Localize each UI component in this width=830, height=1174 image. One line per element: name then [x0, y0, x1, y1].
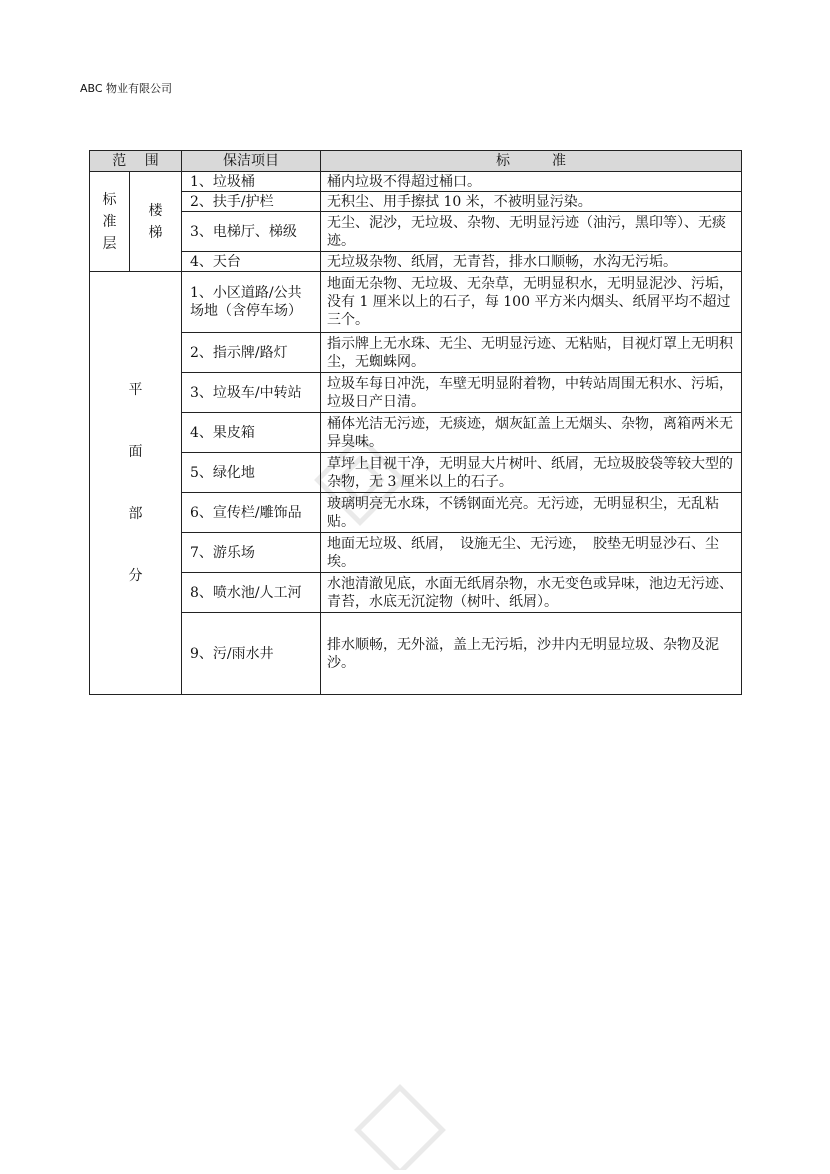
table-row [90, 573, 742, 613]
company-header: ABC 物业有限公司 [80, 82, 173, 95]
table-row [90, 373, 742, 413]
table-row [90, 252, 742, 272]
table-row [90, 192, 742, 212]
header-standard: 标 准 [321, 151, 742, 172]
item-cell: 6、宣传栏/雕饰品 [182, 493, 321, 533]
watermark-logo-bottom [330, 1080, 470, 1170]
scope-stairs [130, 172, 182, 272]
item-cell: 4、果皮箱 [182, 413, 321, 453]
standard-cell: 垃圾车每日冲洗，车壁无明显附着物，中转站周围无积水、污垢，垃圾日产日清。 [321, 373, 742, 413]
standard-cell: 无尘、泥沙，无垃圾、杂物、无明显污迹（油污，黑印等）、无痰迹。 [321, 212, 742, 252]
item-cell: 4、天台 [182, 252, 321, 272]
table-row [90, 212, 742, 252]
standard-cell: 无垃圾杂物、纸屑，无青苔，排水口顺畅，水沟无污垢。 [321, 252, 742, 272]
standard-cell: 玻璃明亮无水珠，不锈钢面光亮。无污迹，无明显积尘，无乱粘贴。 [321, 493, 742, 533]
item-cell: 2、指示牌/路灯 [182, 333, 321, 373]
standard-cell: 指示牌上无水珠、无尘、无明显污迹、无粘贴，目视灯罩上无明积尘，无蜘蛛网。 [321, 333, 742, 373]
cleaning-standard-table [89, 150, 742, 695]
table-row [90, 413, 742, 453]
header-item: 保洁项目 [182, 151, 321, 172]
table-row [90, 172, 742, 192]
standard-cell: 无积尘、用手擦拭 10 米，不被明显污染。 [321, 192, 742, 212]
item-cell: 9、污/雨水井 [182, 613, 321, 695]
table-row [90, 453, 742, 493]
scope-outer-label: 标准层 [102, 191, 117, 252]
table-header-row [90, 151, 742, 172]
item-cell: 5、绿化地 [182, 453, 321, 493]
scope-standard-floor [90, 172, 130, 272]
standard-cell: 地面无杂物、无垃圾、无杂草，无明显积水，无明显泥沙、污垢，没有 1 厘米以上的石子，每 100 平方米内烟头、纸屑平均不超过三个。 [321, 272, 742, 333]
header-scope: 范 围 [90, 151, 182, 172]
scope-surface-area [90, 272, 182, 695]
scope-inner-label: 楼梯 [148, 202, 163, 241]
item-cell: 8、喷水池/人工河 [182, 573, 321, 613]
standard-cell: 排水顺畅，无外溢，盖上无污垢，沙井内无明显垃圾、杂物及泥沙。 [321, 613, 742, 695]
table-row [90, 613, 742, 695]
table-row [90, 493, 742, 533]
scope-surface-label: 平面部分 [128, 382, 143, 584]
item-cell: 7、游乐场 [182, 533, 321, 573]
item-cell: 3、垃圾车/中转站 [182, 373, 321, 413]
table-row [90, 272, 742, 333]
standard-cell: 水池清澈见底，水面无纸屑杂物，水无变色或异味，池边无污迹、青苔，水底无沉淀物（树叶、纸屑）。 [321, 573, 742, 613]
item-cell: 2、扶手/护栏 [182, 192, 321, 212]
item-cell: 1、小区道路/公共场地（含停车场） [182, 272, 321, 333]
standard-cell: 桶体光洁无污迹，无痰迹，烟灰缸盖上无烟头、杂物，离箱两米无异臭味。 [321, 413, 742, 453]
standard-cell: 地面无垃圾、纸屑， 设施无尘、无污迹， 胶垫无明显沙石、尘埃。 [321, 533, 742, 573]
standard-cell: 草坪上目视干净，无明显大片树叶、纸屑，无垃圾胶袋等较大型的杂物，无 3 厘米以上的石子。 [321, 453, 742, 493]
item-cell: 3、电梯厅、梯级 [182, 212, 321, 252]
item-cell: 1、垃圾桶 [182, 172, 321, 192]
standard-cell: 桶内垃圾不得超过桶口。 [321, 172, 742, 192]
table-row [90, 333, 742, 373]
table-row [90, 533, 742, 573]
